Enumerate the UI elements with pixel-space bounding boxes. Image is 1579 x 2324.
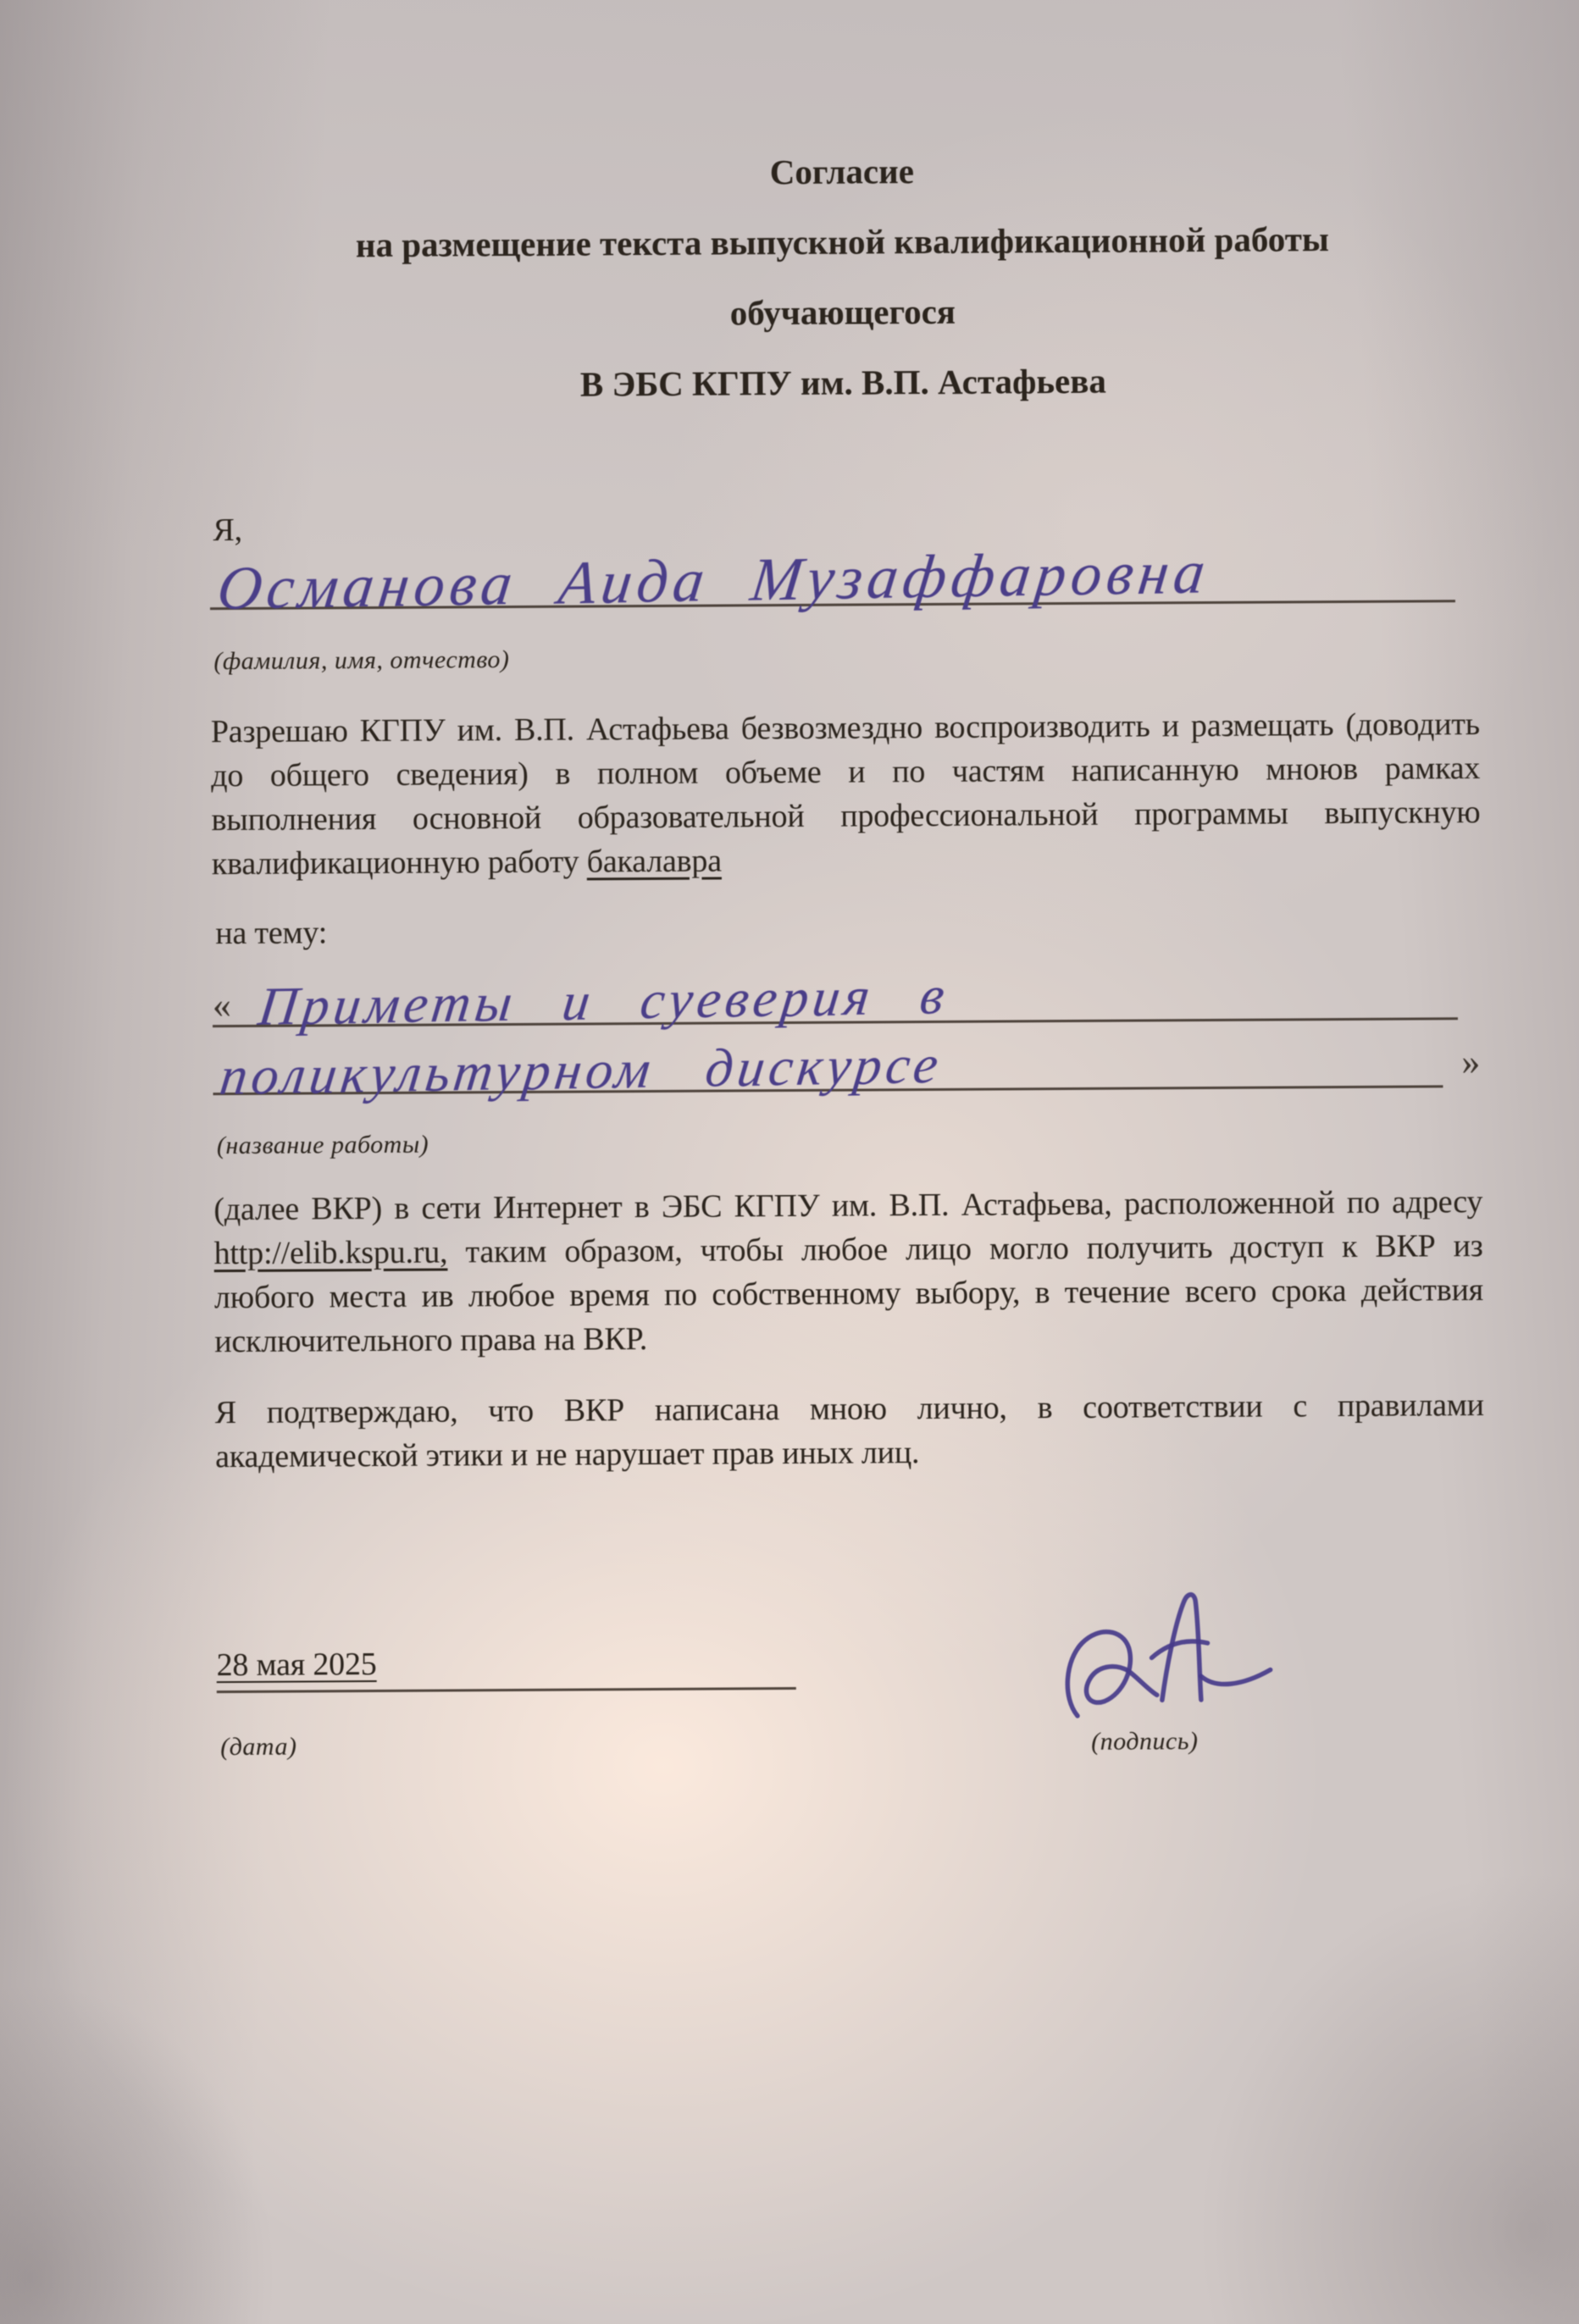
paragraph-line — [213, 1224, 1482, 1275]
title-line-2: на размещение текста выпускной квалификационной работы — [355, 219, 1330, 265]
paragraph-line: Я подтверждаю, что ВКР написана мною лично, в соответствии с правилами — [214, 1386, 1484, 1431]
pronoun-label: Я, — [213, 512, 243, 549]
title-line-4: В ЭБС КГПУ им. В.П. Астафьева — [579, 361, 1107, 404]
elib-url: http://elib.kspu.ru, — [213, 1234, 448, 1272]
paragraph-line: Разрешаю КГПУ им. В.П. Астафьева безвозмездно воспроизводить и размещать (доводить — [210, 706, 1480, 750]
paragraph-line: (далее ВКР) в сети Интернет в ЭБС КГПУ им. В.П. Астафьева, расположенной по адресу — [213, 1184, 1483, 1228]
permission-paragraph — [211, 702, 1481, 886]
open-quote-mark: « — [212, 984, 232, 1026]
url-line-rest: таким образом, чтобы любое лицо могло получить доступ к ВКР из — [447, 1228, 1483, 1270]
topic-label: на тему: — [215, 915, 328, 952]
paragraph-line: исключительного права на ВКР. — [214, 1321, 648, 1360]
date-caption: (дата) — [220, 1732, 297, 1762]
signature — [1063, 1590, 1276, 1731]
degree-line-text: квалификационную работу — [211, 844, 587, 883]
degree-underlined: бакалавра — [586, 843, 722, 880]
topic-caption: (название работы) — [216, 1130, 429, 1160]
title-line-3: обучающегося — [729, 291, 956, 333]
name-field-line — [209, 501, 1455, 623]
handwritten-name: Османова Аида Музаффаровна — [213, 538, 1214, 623]
signature-scribble — [1063, 1590, 1276, 1731]
paragraph-line: любого места ив любое время по собственному выбору, в течение всего срока действия — [213, 1272, 1484, 1316]
date-field-line — [216, 1623, 795, 1693]
confirmation-paragraph — [215, 1383, 1485, 1479]
handwritten-topic-line-2: поликультурном дискурсе — [216, 1033, 946, 1107]
title-line-1: Согласие — [769, 152, 915, 192]
paragraph-line: академической этики и не нарушает прав иных лиц. — [214, 1435, 920, 1475]
topic-field-line-2 — [213, 992, 1481, 1107]
title-block — [208, 133, 1478, 422]
paragraph-line: до общего сведения) в полном объеме и по частям написанную мноюв рамках — [211, 750, 1481, 794]
internet-paragraph — [213, 1180, 1483, 1364]
name-caption: (фамилия, имя, отчество) — [213, 645, 510, 676]
signature-caption: (подпись) — [1091, 1727, 1199, 1756]
paragraph-line: выполнения основной образовательной профессиональной программы выпускную — [211, 794, 1481, 838]
handwritten-topic-line-1: Приметы и суеверия в — [255, 965, 952, 1037]
close-quote-mark: » — [1461, 1041, 1481, 1083]
date-value: 28 мая 2025 — [216, 1646, 377, 1684]
paragraph-line — [212, 834, 1481, 886]
